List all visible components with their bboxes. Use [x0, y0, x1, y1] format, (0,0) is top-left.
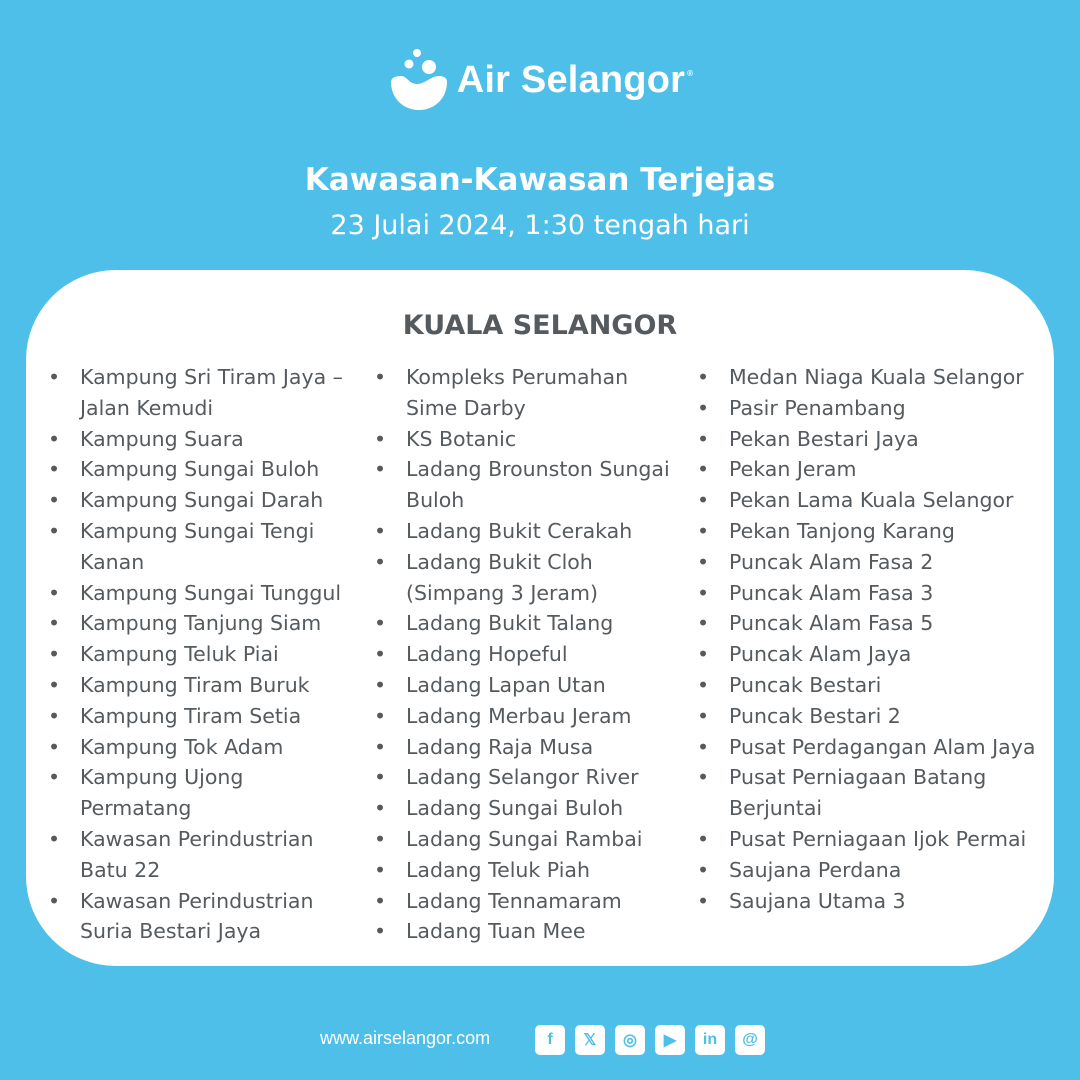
area-list-item: • Kampung Sungai Tengi Kanan [48, 516, 348, 578]
area-list-item: • Pekan Lama Kuala Selangor [697, 485, 1037, 516]
area-list-item: • Ladang Brounston Sungai Buloh [374, 454, 684, 516]
x-icon[interactable] [575, 1025, 605, 1055]
area-list-item: • Ladang Bukit Cerakah [374, 516, 684, 547]
area-list-item: • Ladang Merbau Jeram [374, 701, 684, 732]
area-list-item: • Kompleks Perumahan Sime Darby [374, 362, 684, 424]
brand-name: Air Selangor ® [456, 58, 694, 101]
area-list-item: • Kampung Sri Tiram Jaya – Jalan Kemudi [48, 362, 348, 424]
area-list-item: • Ladang Teluk Piah [374, 855, 684, 886]
area-list-item: • Pekan Jeram [697, 454, 1037, 485]
area-list-item: • Ladang Lapan Utan [374, 670, 684, 701]
threads-icon[interactable] [735, 1025, 765, 1055]
social-links [535, 1025, 765, 1055]
area-list-item: • Puncak Alam Fasa 2 [697, 547, 1037, 578]
area-list-item: • Pekan Tanjong Karang [697, 516, 1037, 547]
area-list-item: • Kawasan Perindustrian Suria Bestari Jaya [48, 886, 348, 948]
area-list-item: • Ladang Bukit Cloh (Simpang 3 Jeram) [374, 547, 684, 609]
area-list-item: • Kampung Sungai Tunggul [48, 578, 348, 609]
facebook-icon[interactable] [535, 1025, 565, 1055]
region-heading: KUALA SELANGOR [402, 310, 678, 341]
area-list-item: • Kampung Ujong Permatang [48, 762, 348, 824]
website-link[interactable]: www.airselangor.com [320, 1028, 491, 1048]
area-list-item: • Kampung Suara [48, 424, 348, 455]
area-list-item: • Pusat Perniagaan Ijok Permai [697, 824, 1037, 855]
area-list-item: • Pusat Perniagaan Batang Berjuntai [697, 762, 1037, 824]
area-list-item: • Kawasan Perindustrian Batu 22 [48, 824, 348, 886]
linkedin-icon-glyph: in [702, 1031, 718, 1048]
brand-logo [0, 48, 1080, 112]
area-list-item: • Kampung Tok Adam [48, 732, 348, 763]
area-list-item: • Kampung Sungai Buloh [48, 454, 348, 485]
area-list-item: • Puncak Bestari 2 [697, 701, 1037, 732]
area-list-item: • Ladang Selangor River [374, 762, 684, 793]
area-list-column-1 [48, 362, 348, 947]
youtube-icon[interactable] [655, 1025, 685, 1055]
water-drop-logo-icon [387, 48, 449, 112]
area-list-item: • Saujana Perdana [697, 855, 1037, 886]
area-list-item: • Ladang Tuan Mee [374, 916, 684, 947]
area-list-item: • Ladang Tennamaram [374, 886, 684, 917]
area-list-column-2 [374, 362, 684, 947]
facebook-icon-glyph: f [547, 1031, 553, 1048]
area-list-item: • Ladang Hopeful [374, 639, 684, 670]
area-list-item: • Puncak Alam Jaya [697, 639, 1037, 670]
area-list-item: • Kampung Sungai Darah [48, 485, 348, 516]
affected-areas-card [26, 270, 1054, 966]
linkedin-icon[interactable] [695, 1025, 725, 1055]
area-list-item: • Pekan Bestari Jaya [697, 424, 1037, 455]
area-list-item: • Kampung Tiram Setia [48, 701, 348, 732]
threads-icon-glyph: @ [742, 1031, 758, 1048]
area-list-item: • Kampung Tiram Buruk [48, 670, 348, 701]
area-list-item: • Pasir Penambang [697, 393, 1037, 424]
youtube-icon-glyph: ▶ [663, 1032, 677, 1049]
area-list-item: • KS Botanic [374, 424, 684, 455]
area-list-item: • Ladang Raja Musa [374, 732, 684, 763]
instagram-icon-glyph: ◎ [623, 1032, 637, 1049]
area-list-item: • Ladang Sungai Buloh [374, 793, 684, 824]
area-list-item: • Ladang Bukit Talang [374, 608, 684, 639]
footer [0, 1024, 1080, 1060]
area-list-item: • Kampung Tanjung Siam [48, 608, 348, 639]
page-subtitle: 23 Julai 2024, 1:30 tengah hari [330, 210, 750, 241]
area-list-item: • Puncak Alam Fasa 5 [697, 608, 1037, 639]
area-list-item: • Puncak Alam Fasa 3 [697, 578, 1037, 609]
area-list-item: • Ladang Sungai Rambai [374, 824, 684, 855]
area-list-item: • Pusat Perdagangan Alam Jaya [697, 732, 1037, 763]
area-list-item: • Puncak Bestari [697, 670, 1037, 701]
instagram-icon[interactable] [615, 1025, 645, 1055]
page-title: Kawasan-Kawasan Terjejas [304, 162, 776, 198]
area-list-item: • Saujana Utama 3 [697, 886, 1037, 917]
area-list-column-3 [697, 362, 1037, 916]
x-icon-glyph: 𝕏 [583, 1032, 597, 1049]
area-list-item: • Medan Niaga Kuala Selangor [697, 362, 1037, 393]
area-list-item: • Kampung Teluk Piai [48, 639, 348, 670]
